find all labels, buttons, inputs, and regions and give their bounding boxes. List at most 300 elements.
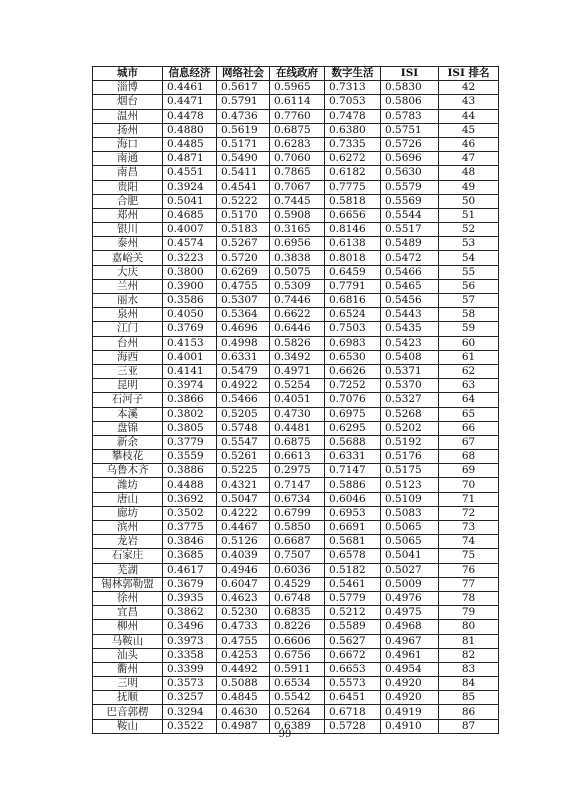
cell-digital-life: 0.6578	[325, 549, 381, 563]
cell-online-government: 0.5826	[270, 336, 325, 350]
cell-network-society: 0.6047	[217, 577, 270, 591]
cell-network-society: 0.4845	[217, 691, 270, 705]
cell-isi: 0.5202	[381, 421, 439, 435]
cell-network-society: 0.5225	[217, 464, 270, 478]
cell-network-society: 0.5466	[217, 393, 270, 407]
cell-digital-life: 0.6983	[325, 336, 381, 350]
cell-isi-rank: 73	[439, 521, 499, 535]
cell-digital-life: 0.6451	[325, 691, 381, 705]
cell-info-economy: 0.4485	[163, 137, 217, 151]
cell-city: 柳州	[93, 620, 163, 634]
table-row	[93, 606, 499, 620]
cell-network-society: 0.5748	[217, 421, 270, 435]
cell-online-government: 0.6956	[270, 237, 325, 251]
cell-info-economy: 0.3358	[163, 648, 217, 662]
cell-digital-life: 0.6953	[325, 506, 381, 520]
cell-city: 温州	[93, 109, 163, 123]
cell-online-government: 0.5908	[270, 208, 325, 222]
cell-digital-life: 0.7147	[325, 464, 381, 478]
header-digital-life: 数字生活	[325, 67, 381, 81]
cell-info-economy: 0.4551	[163, 166, 217, 180]
cell-digital-life: 0.6272	[325, 152, 381, 166]
cell-city: 嘉峪关	[93, 251, 163, 265]
cell-city: 乌鲁木齐	[93, 464, 163, 478]
cell-network-society: 0.4039	[217, 549, 270, 563]
cell-info-economy: 0.4488	[163, 478, 217, 492]
cell-digital-life: 0.6653	[325, 662, 381, 676]
cell-city: 衢州	[93, 662, 163, 676]
cell-online-government: 0.3165	[270, 223, 325, 237]
cell-isi: 0.5456	[381, 294, 439, 308]
cell-isi-rank: 56	[439, 279, 499, 293]
table-row	[93, 705, 499, 719]
cell-isi-rank: 83	[439, 662, 499, 676]
cell-city: 龙岩	[93, 535, 163, 549]
table-row	[93, 506, 499, 520]
cell-isi-rank: 62	[439, 364, 499, 378]
cell-online-government: 0.5542	[270, 691, 325, 705]
table-row	[93, 662, 499, 676]
cell-online-government: 0.6283	[270, 137, 325, 151]
cell-online-government: 0.5264	[270, 705, 325, 719]
cell-network-society: 0.5411	[217, 166, 270, 180]
cell-isi-rank: 55	[439, 265, 499, 279]
cell-network-society: 0.5364	[217, 308, 270, 322]
cell-online-government: 0.6036	[270, 563, 325, 577]
cell-city: 泰州	[93, 237, 163, 251]
cell-network-society: 0.4492	[217, 662, 270, 676]
cell-city: 盘锦	[93, 421, 163, 435]
cell-isi-rank: 44	[439, 109, 499, 123]
cell-isi-rank: 70	[439, 478, 499, 492]
cell-city: 芜湖	[93, 563, 163, 577]
table-body	[93, 81, 499, 734]
table-row	[93, 322, 499, 336]
table-row	[93, 81, 499, 95]
cell-info-economy: 0.4685	[163, 208, 217, 222]
table-row	[93, 620, 499, 634]
cell-digital-life: 0.6816	[325, 294, 381, 308]
cell-isi-rank: 76	[439, 563, 499, 577]
cell-online-government: 0.7060	[270, 152, 325, 166]
cell-isi: 0.5065	[381, 521, 439, 535]
cell-online-government: 0.6534	[270, 677, 325, 691]
table-row	[93, 95, 499, 109]
cell-info-economy: 0.3573	[163, 677, 217, 691]
cell-digital-life: 0.7053	[325, 95, 381, 109]
table-row	[93, 166, 499, 180]
cell-isi: 0.5268	[381, 407, 439, 421]
table-row	[93, 194, 499, 208]
cell-city: 徐州	[93, 591, 163, 605]
cell-info-economy: 0.3935	[163, 591, 217, 605]
cell-network-society: 0.4623	[217, 591, 270, 605]
cell-online-government: 0.6734	[270, 492, 325, 506]
cell-city: 丽水	[93, 294, 163, 308]
cell-isi-rank: 42	[439, 81, 499, 95]
cell-info-economy: 0.3924	[163, 180, 217, 194]
cell-city: 贵阳	[93, 180, 163, 194]
cell-city: 三亚	[93, 364, 163, 378]
cell-network-society: 0.5479	[217, 364, 270, 378]
cell-isi-rank: 57	[439, 294, 499, 308]
cell-isi: 0.5041	[381, 549, 439, 563]
cell-info-economy: 0.3846	[163, 535, 217, 549]
cell-isi-rank: 64	[439, 393, 499, 407]
cell-city: 大庆	[93, 265, 163, 279]
table-row	[93, 208, 499, 222]
cell-isi: 0.5830	[381, 81, 439, 95]
table-row	[93, 521, 499, 535]
cell-network-society: 0.5126	[217, 535, 270, 549]
cell-isi-rank: 54	[439, 251, 499, 265]
cell-isi: 0.5083	[381, 506, 439, 520]
table-row	[93, 407, 499, 421]
cell-digital-life: 0.5728	[325, 719, 381, 733]
cell-city: 汕头	[93, 648, 163, 662]
cell-network-society: 0.4541	[217, 180, 270, 194]
cell-digital-life: 0.5461	[325, 577, 381, 591]
cell-online-government: 0.7147	[270, 478, 325, 492]
cell-online-government: 0.5075	[270, 265, 325, 279]
cell-isi-rank: 80	[439, 620, 499, 634]
cell-online-government: 0.6875	[270, 123, 325, 137]
cell-isi-rank: 47	[439, 152, 499, 166]
cell-isi: 0.5465	[381, 279, 439, 293]
cell-network-society: 0.5267	[217, 237, 270, 251]
cell-online-government: 0.7067	[270, 180, 325, 194]
table-row	[93, 180, 499, 194]
cell-city: 海西	[93, 350, 163, 364]
cell-network-society: 0.4755	[217, 634, 270, 648]
cell-isi: 0.5027	[381, 563, 439, 577]
cell-isi: 0.5466	[381, 265, 439, 279]
table-row	[93, 137, 499, 151]
cell-online-government: 0.5309	[270, 279, 325, 293]
cell-isi: 0.5517	[381, 223, 439, 237]
cell-city: 三明	[93, 677, 163, 691]
cell-network-society: 0.6331	[217, 350, 270, 364]
cell-digital-life: 0.6672	[325, 648, 381, 662]
cell-isi: 0.4975	[381, 606, 439, 620]
cell-network-society: 0.5170	[217, 208, 270, 222]
cell-info-economy: 0.3502	[163, 506, 217, 520]
cell-isi: 0.5327	[381, 393, 439, 407]
cell-city: 抚顺	[93, 691, 163, 705]
table-row	[93, 223, 499, 237]
cell-isi: 0.5192	[381, 435, 439, 449]
cell-isi: 0.4920	[381, 691, 439, 705]
cell-isi: 0.5443	[381, 308, 439, 322]
cell-info-economy: 0.4871	[163, 152, 217, 166]
cell-digital-life: 0.7775	[325, 180, 381, 194]
cell-network-society: 0.4987	[217, 719, 270, 733]
cell-online-government: 0.5254	[270, 379, 325, 393]
header-online-government: 在线政府	[270, 67, 325, 81]
cell-city: 石河子	[93, 393, 163, 407]
cell-city: 唐山	[93, 492, 163, 506]
cell-isi: 0.5696	[381, 152, 439, 166]
cell-online-government: 0.7865	[270, 166, 325, 180]
cell-info-economy: 0.3257	[163, 691, 217, 705]
table-row	[93, 379, 499, 393]
cell-digital-life: 0.5779	[325, 591, 381, 605]
cell-online-government: 0.4971	[270, 364, 325, 378]
cell-isi-rank: 78	[439, 591, 499, 605]
cell-info-economy: 0.3775	[163, 521, 217, 535]
table-row	[93, 677, 499, 691]
cell-online-government: 0.5965	[270, 81, 325, 95]
cell-info-economy: 0.3522	[163, 719, 217, 733]
cell-network-society: 0.5619	[217, 123, 270, 137]
cell-city: 海口	[93, 137, 163, 151]
cell-online-government: 0.6114	[270, 95, 325, 109]
cell-digital-life: 0.6331	[325, 450, 381, 464]
cell-online-government: 0.4730	[270, 407, 325, 421]
table-row	[93, 364, 499, 378]
cell-isi-rank: 63	[439, 379, 499, 393]
cell-info-economy: 0.4471	[163, 95, 217, 109]
table-row	[93, 109, 499, 123]
cell-network-society: 0.4922	[217, 379, 270, 393]
cell-digital-life: 0.6524	[325, 308, 381, 322]
cell-info-economy: 0.3399	[163, 662, 217, 676]
cell-isi-rank: 59	[439, 322, 499, 336]
cell-info-economy: 0.3862	[163, 606, 217, 620]
table-row	[93, 535, 499, 549]
cell-online-government: 0.6687	[270, 535, 325, 549]
cell-isi-rank: 51	[439, 208, 499, 222]
isi-ranking-table	[92, 66, 499, 734]
cell-digital-life: 0.5688	[325, 435, 381, 449]
cell-network-society: 0.5047	[217, 492, 270, 506]
cell-digital-life: 0.6046	[325, 492, 381, 506]
cell-digital-life: 0.6656	[325, 208, 381, 222]
table-row	[93, 251, 499, 265]
cell-isi: 0.5371	[381, 364, 439, 378]
cell-isi-rank: 46	[439, 137, 499, 151]
cell-network-society: 0.4467	[217, 521, 270, 535]
cell-isi: 0.5408	[381, 350, 439, 364]
cell-isi-rank: 61	[439, 350, 499, 364]
cell-isi: 0.5123	[381, 478, 439, 492]
cell-isi: 0.5489	[381, 237, 439, 251]
cell-isi: 0.4967	[381, 634, 439, 648]
cell-city: 淄博	[93, 81, 163, 95]
cell-digital-life: 0.7791	[325, 279, 381, 293]
cell-info-economy: 0.3800	[163, 265, 217, 279]
cell-isi: 0.4968	[381, 620, 439, 634]
header-row	[93, 67, 499, 81]
cell-digital-life: 0.5886	[325, 478, 381, 492]
cell-isi-rank: 67	[439, 435, 499, 449]
cell-network-society: 0.5490	[217, 152, 270, 166]
table-row	[93, 577, 499, 591]
cell-digital-life: 0.5818	[325, 194, 381, 208]
cell-info-economy: 0.4617	[163, 563, 217, 577]
cell-network-society: 0.5171	[217, 137, 270, 151]
cell-isi-rank: 52	[439, 223, 499, 237]
cell-info-economy: 0.3769	[163, 322, 217, 336]
cell-info-economy: 0.4574	[163, 237, 217, 251]
cell-isi: 0.5009	[381, 577, 439, 591]
table-row	[93, 294, 499, 308]
cell-isi: 0.5544	[381, 208, 439, 222]
cell-isi: 0.5176	[381, 450, 439, 464]
cell-isi-rank: 65	[439, 407, 499, 421]
table-row	[93, 492, 499, 506]
table-row	[93, 152, 499, 166]
cell-network-society: 0.6269	[217, 265, 270, 279]
cell-network-society: 0.4696	[217, 322, 270, 336]
cell-info-economy: 0.3974	[163, 379, 217, 393]
cell-network-society: 0.5791	[217, 95, 270, 109]
table-row	[93, 464, 499, 478]
cell-network-society: 0.5547	[217, 435, 270, 449]
cell-online-government: 0.3492	[270, 350, 325, 364]
table-row	[93, 336, 499, 350]
cell-isi-rank: 85	[439, 691, 499, 705]
cell-isi: 0.4919	[381, 705, 439, 719]
cell-digital-life: 0.6459	[325, 265, 381, 279]
cell-city: 合肥	[93, 194, 163, 208]
cell-digital-life: 0.5681	[325, 535, 381, 549]
cell-city: 新余	[93, 435, 163, 449]
cell-digital-life: 0.5182	[325, 563, 381, 577]
cell-digital-life: 0.8018	[325, 251, 381, 265]
cell-network-society: 0.5307	[217, 294, 270, 308]
table-row	[93, 279, 499, 293]
cell-isi: 0.4910	[381, 719, 439, 733]
header-info-economy: 信息经济	[163, 67, 217, 81]
cell-online-government: 0.5911	[270, 662, 325, 676]
cell-city: 本溪	[93, 407, 163, 421]
header-network-society: 网络社会	[217, 67, 270, 81]
cell-isi-rank: 48	[439, 166, 499, 180]
cell-network-society: 0.4321	[217, 478, 270, 492]
cell-city: 石家庄	[93, 549, 163, 563]
cell-info-economy: 0.3679	[163, 577, 217, 591]
cell-city: 台州	[93, 336, 163, 350]
cell-digital-life: 0.7252	[325, 379, 381, 393]
cell-digital-life: 0.8146	[325, 223, 381, 237]
cell-info-economy: 0.4007	[163, 223, 217, 237]
cell-digital-life: 0.6975	[325, 407, 381, 421]
cell-online-government: 0.5850	[270, 521, 325, 535]
cell-digital-life: 0.6380	[325, 123, 381, 137]
cell-isi-rank: 49	[439, 180, 499, 194]
cell-isi-rank: 58	[439, 308, 499, 322]
cell-info-economy: 0.3866	[163, 393, 217, 407]
cell-online-government: 0.6756	[270, 648, 325, 662]
table-row	[93, 393, 499, 407]
cell-isi-rank: 66	[439, 421, 499, 435]
cell-info-economy: 0.4050	[163, 308, 217, 322]
cell-city: 巴音郭楞	[93, 705, 163, 719]
table-row	[93, 350, 499, 364]
table-row	[93, 237, 499, 251]
cell-info-economy: 0.3886	[163, 464, 217, 478]
cell-online-government: 0.2975	[270, 464, 325, 478]
cell-isi-rank: 60	[439, 336, 499, 350]
cell-digital-life: 0.5589	[325, 620, 381, 634]
cell-network-society: 0.4736	[217, 109, 270, 123]
cell-info-economy: 0.3685	[163, 549, 217, 563]
cell-info-economy: 0.3973	[163, 634, 217, 648]
cell-network-society: 0.5261	[217, 450, 270, 464]
cell-digital-life: 0.5573	[325, 677, 381, 691]
table-header	[93, 67, 499, 81]
cell-info-economy: 0.3802	[163, 407, 217, 421]
cell-city: 昆明	[93, 379, 163, 393]
table-row	[93, 123, 499, 137]
cell-info-economy: 0.3559	[163, 450, 217, 464]
cell-city: 马鞍山	[93, 634, 163, 648]
table-row	[93, 435, 499, 449]
cell-network-society: 0.5617	[217, 81, 270, 95]
cell-digital-life: 0.5627	[325, 634, 381, 648]
cell-info-economy: 0.4001	[163, 350, 217, 364]
cell-city: 泉州	[93, 308, 163, 322]
cell-isi: 0.4954	[381, 662, 439, 676]
cell-city: 银川	[93, 223, 163, 237]
cell-isi: 0.4976	[381, 591, 439, 605]
cell-digital-life: 0.6138	[325, 237, 381, 251]
cell-isi: 0.5423	[381, 336, 439, 350]
cell-network-society: 0.4998	[217, 336, 270, 350]
cell-network-society: 0.4630	[217, 705, 270, 719]
cell-city: 攀枝花	[93, 450, 163, 464]
cell-digital-life: 0.7503	[325, 322, 381, 336]
cell-digital-life: 0.6182	[325, 166, 381, 180]
cell-digital-life: 0.7313	[325, 81, 381, 95]
table-row	[93, 265, 499, 279]
page-number: 99	[278, 729, 292, 740]
cell-digital-life: 0.6530	[325, 350, 381, 364]
cell-online-government: 0.7445	[270, 194, 325, 208]
cell-info-economy: 0.3805	[163, 421, 217, 435]
cell-info-economy: 0.3294	[163, 705, 217, 719]
cell-network-society: 0.4755	[217, 279, 270, 293]
cell-isi-rank: 69	[439, 464, 499, 478]
cell-isi-rank: 81	[439, 634, 499, 648]
cell-info-economy: 0.4141	[163, 364, 217, 378]
cell-isi: 0.5726	[381, 137, 439, 151]
cell-city: 宜昌	[93, 606, 163, 620]
header-isi: ISI	[381, 67, 439, 81]
cell-digital-life: 0.6718	[325, 705, 381, 719]
cell-isi-rank: 50	[439, 194, 499, 208]
isi-ranking-table-container	[92, 66, 498, 734]
cell-info-economy: 0.4153	[163, 336, 217, 350]
cell-online-government: 0.6613	[270, 450, 325, 464]
cell-isi-rank: 77	[439, 577, 499, 591]
cell-isi: 0.5630	[381, 166, 439, 180]
cell-digital-life: 0.7076	[325, 393, 381, 407]
cell-online-government: 0.7446	[270, 294, 325, 308]
cell-isi: 0.5065	[381, 535, 439, 549]
cell-isi: 0.5751	[381, 123, 439, 137]
cell-network-society: 0.5205	[217, 407, 270, 421]
cell-digital-life: 0.5212	[325, 606, 381, 620]
cell-info-economy: 0.4461	[163, 81, 217, 95]
cell-isi: 0.5109	[381, 492, 439, 506]
cell-network-society: 0.5222	[217, 194, 270, 208]
cell-digital-life: 0.6295	[325, 421, 381, 435]
cell-isi: 0.5472	[381, 251, 439, 265]
cell-city: 潍坊	[93, 478, 163, 492]
cell-isi: 0.4920	[381, 677, 439, 691]
